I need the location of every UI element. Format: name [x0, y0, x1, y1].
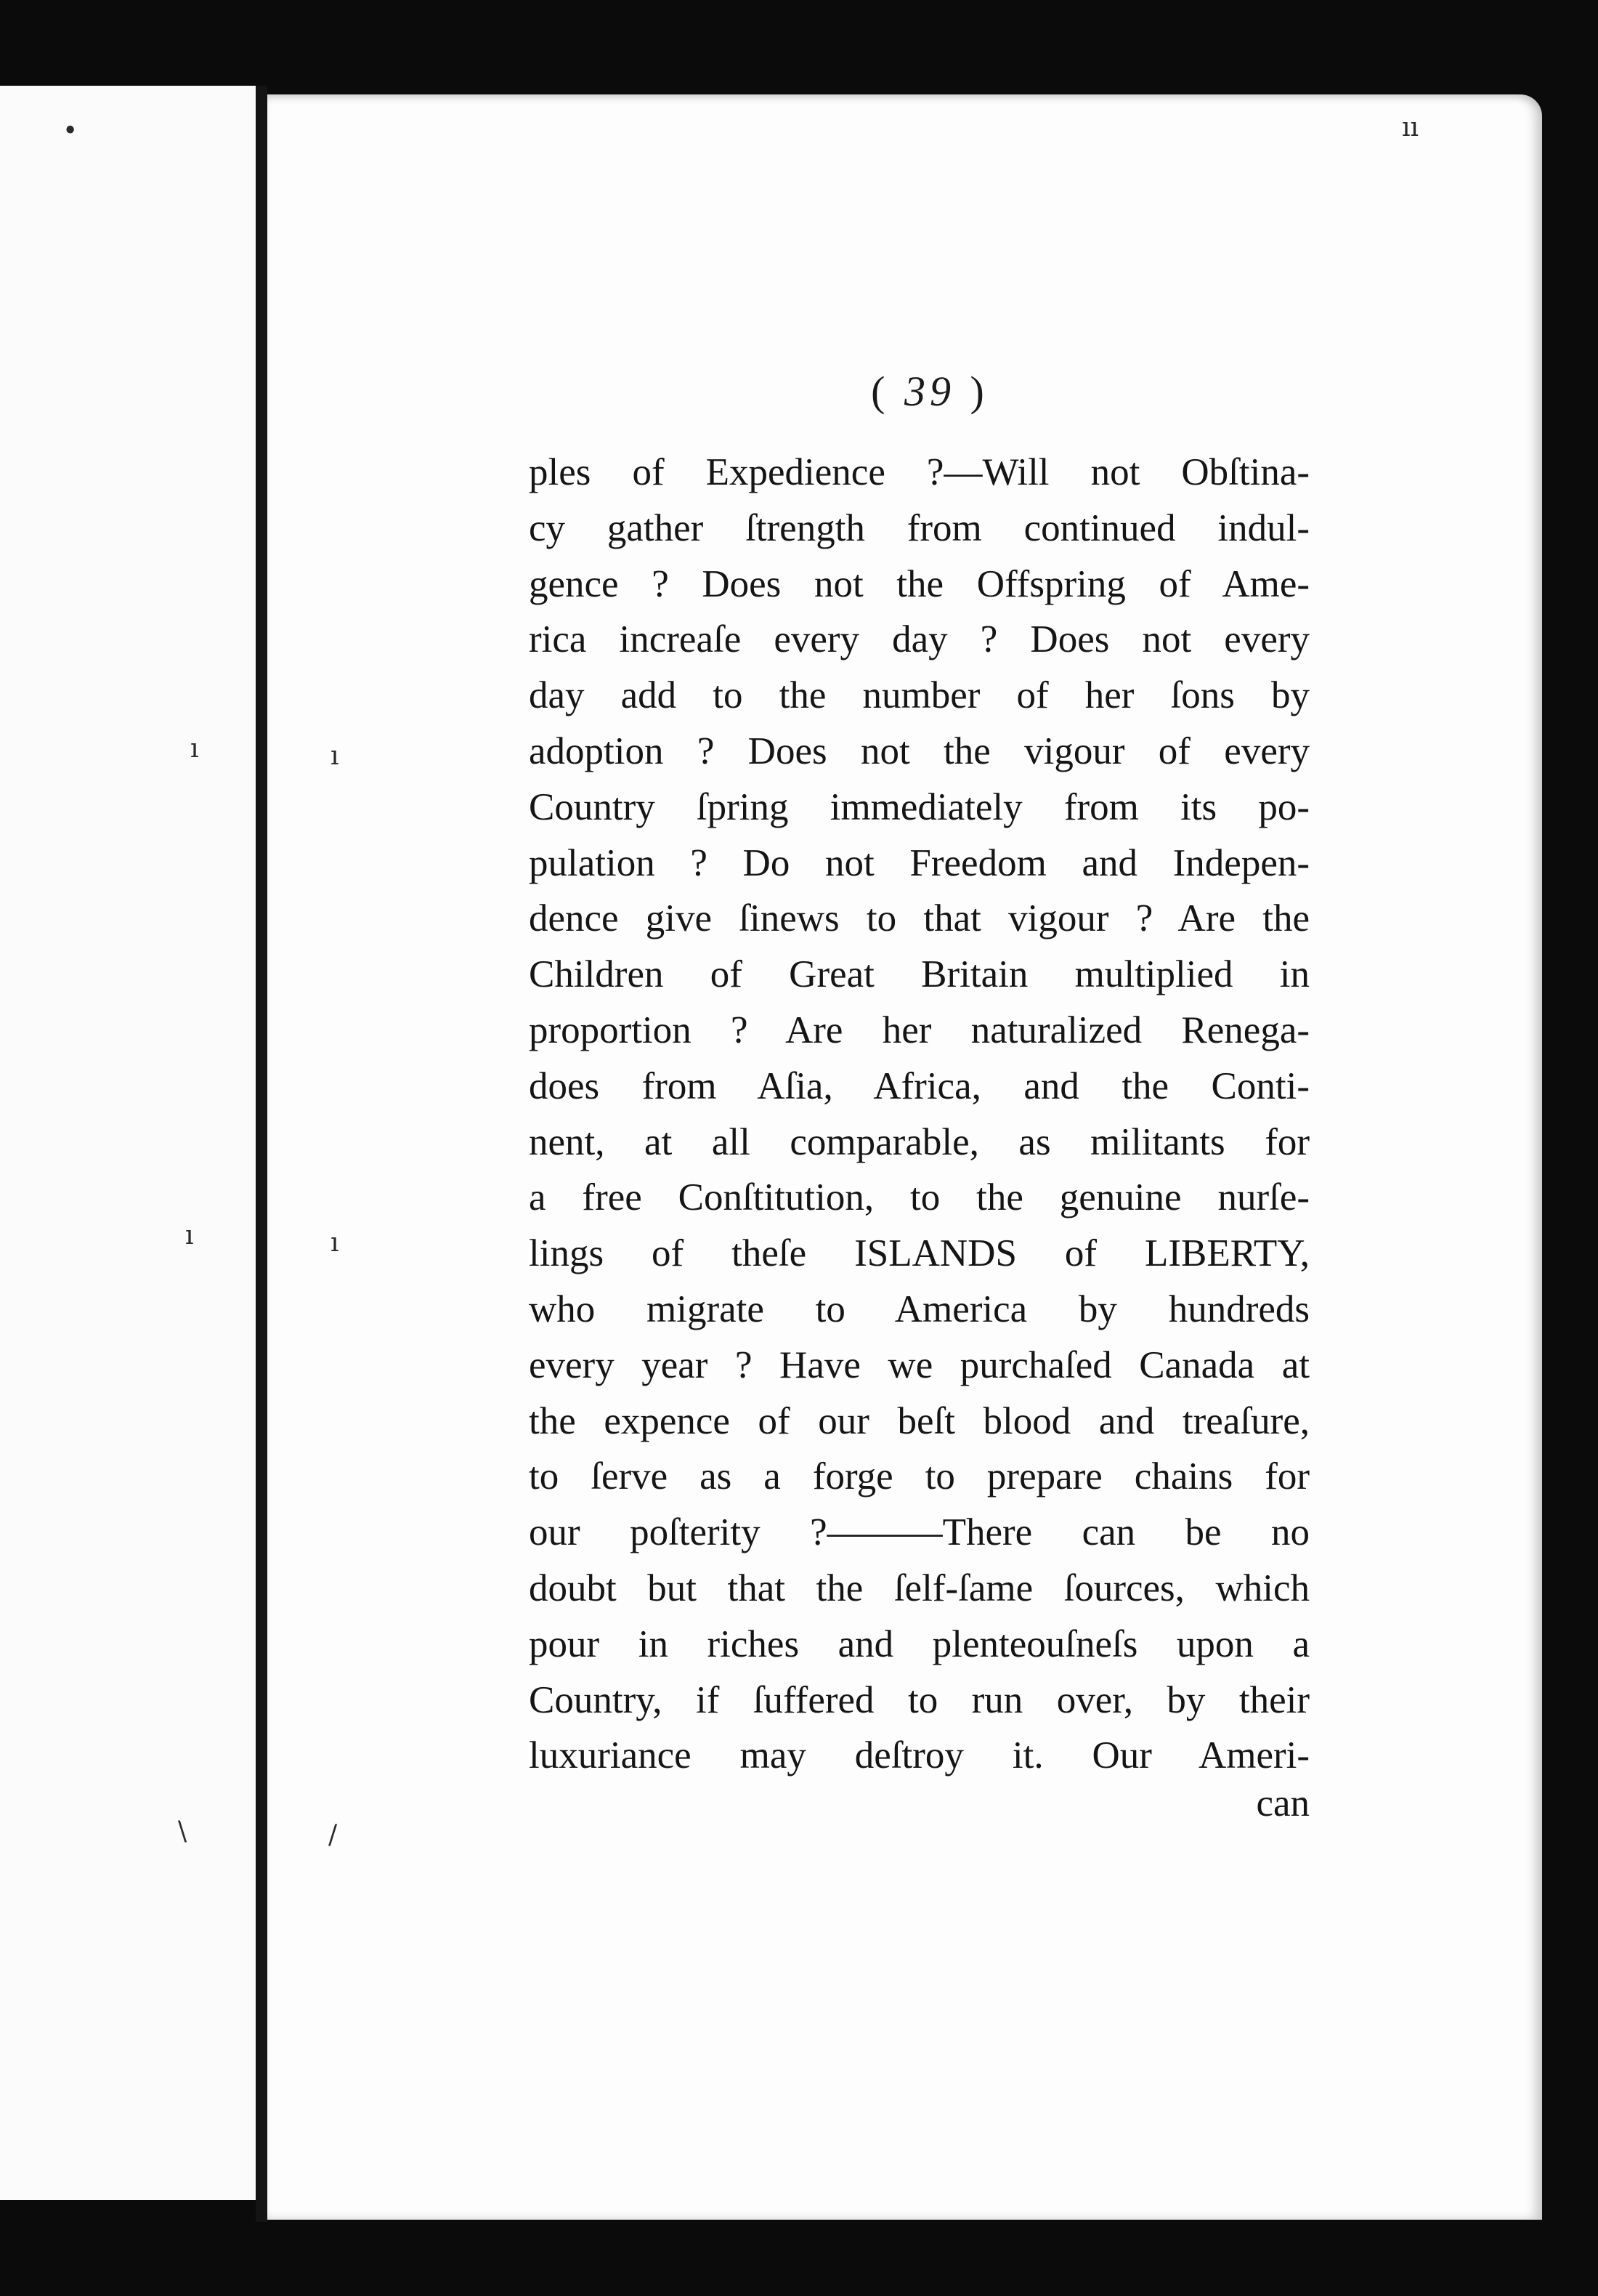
page-number: ( 39 ) [871, 368, 989, 415]
text-line: doubt but that the ſelf-ſame ſources, which [529, 1567, 1310, 1609]
bleed-through-mark: \ [178, 1816, 187, 1846]
bleed-through-mark: ı [190, 734, 199, 764]
text-line: ples of Expedience ?—Will not Obſtina- [529, 451, 1310, 493]
text-line: does from Aſia, Africa, and the Conti- [529, 1064, 1310, 1107]
left-page [0, 86, 256, 2200]
text-line: the expence of our beſt blood and treaſure, [529, 1399, 1310, 1442]
bleed-through-mark: ı [185, 1221, 194, 1250]
body-text [529, 445, 1310, 1784]
text-line: proportion ? Are her naturalized Renega- [529, 1008, 1310, 1051]
text-line: cy gather ſtrength from continued indul- [529, 506, 1310, 549]
text-line: to ſerve as a forge to prepare chains for [529, 1455, 1310, 1498]
catchword: can [1256, 1782, 1310, 1824]
bleed-through-mark: ı [330, 741, 339, 771]
text-line: who migrate to America by hundreds [529, 1288, 1310, 1330]
text-line: pulation ? Do not Freedom and Indepen- [529, 841, 1310, 884]
text-line: Country, if ſuffered to run over, by their [529, 1678, 1310, 1721]
bleed-through-mark: ı [330, 1228, 339, 1258]
text-line: day add to the number of her ſons by [529, 674, 1310, 717]
text-line: rica increaſe every day ? Does not every [529, 618, 1310, 661]
text-line: a free Conſtitution, to the genuine nurſe- [529, 1176, 1310, 1219]
text-line: every year ? Have we purchaſed Canada at [529, 1343, 1310, 1386]
text-line: dence give ſinews to that vigour ? Are the [529, 897, 1310, 940]
text-line: pour in riches and plenteouſneſs upon a [529, 1622, 1310, 1665]
text-line: gence ? Does not the Offspring of Ame- [529, 562, 1310, 605]
text-line: luxuriance may deſtroy it. Our Ameri- [529, 1734, 1310, 1777]
scan-speck: • [62, 116, 78, 146]
bleed-through-mark: / [328, 1820, 338, 1850]
text-line: Country ſpring immediately from its po- [529, 785, 1310, 828]
text-line: Children of Great Britain multiplied in [529, 953, 1310, 996]
text-line: lings of theſe ISLANDS of LIBERTY, [529, 1232, 1310, 1275]
page-gutter [256, 86, 267, 2222]
text-line: our poſterity ?———There can be no [529, 1511, 1310, 1554]
scan-speck: ıı [1402, 113, 1419, 142]
text-line: adoption ? Does not the vigour of every [529, 729, 1310, 772]
text-line: nent, at all comparable, as militants for [529, 1120, 1310, 1163]
